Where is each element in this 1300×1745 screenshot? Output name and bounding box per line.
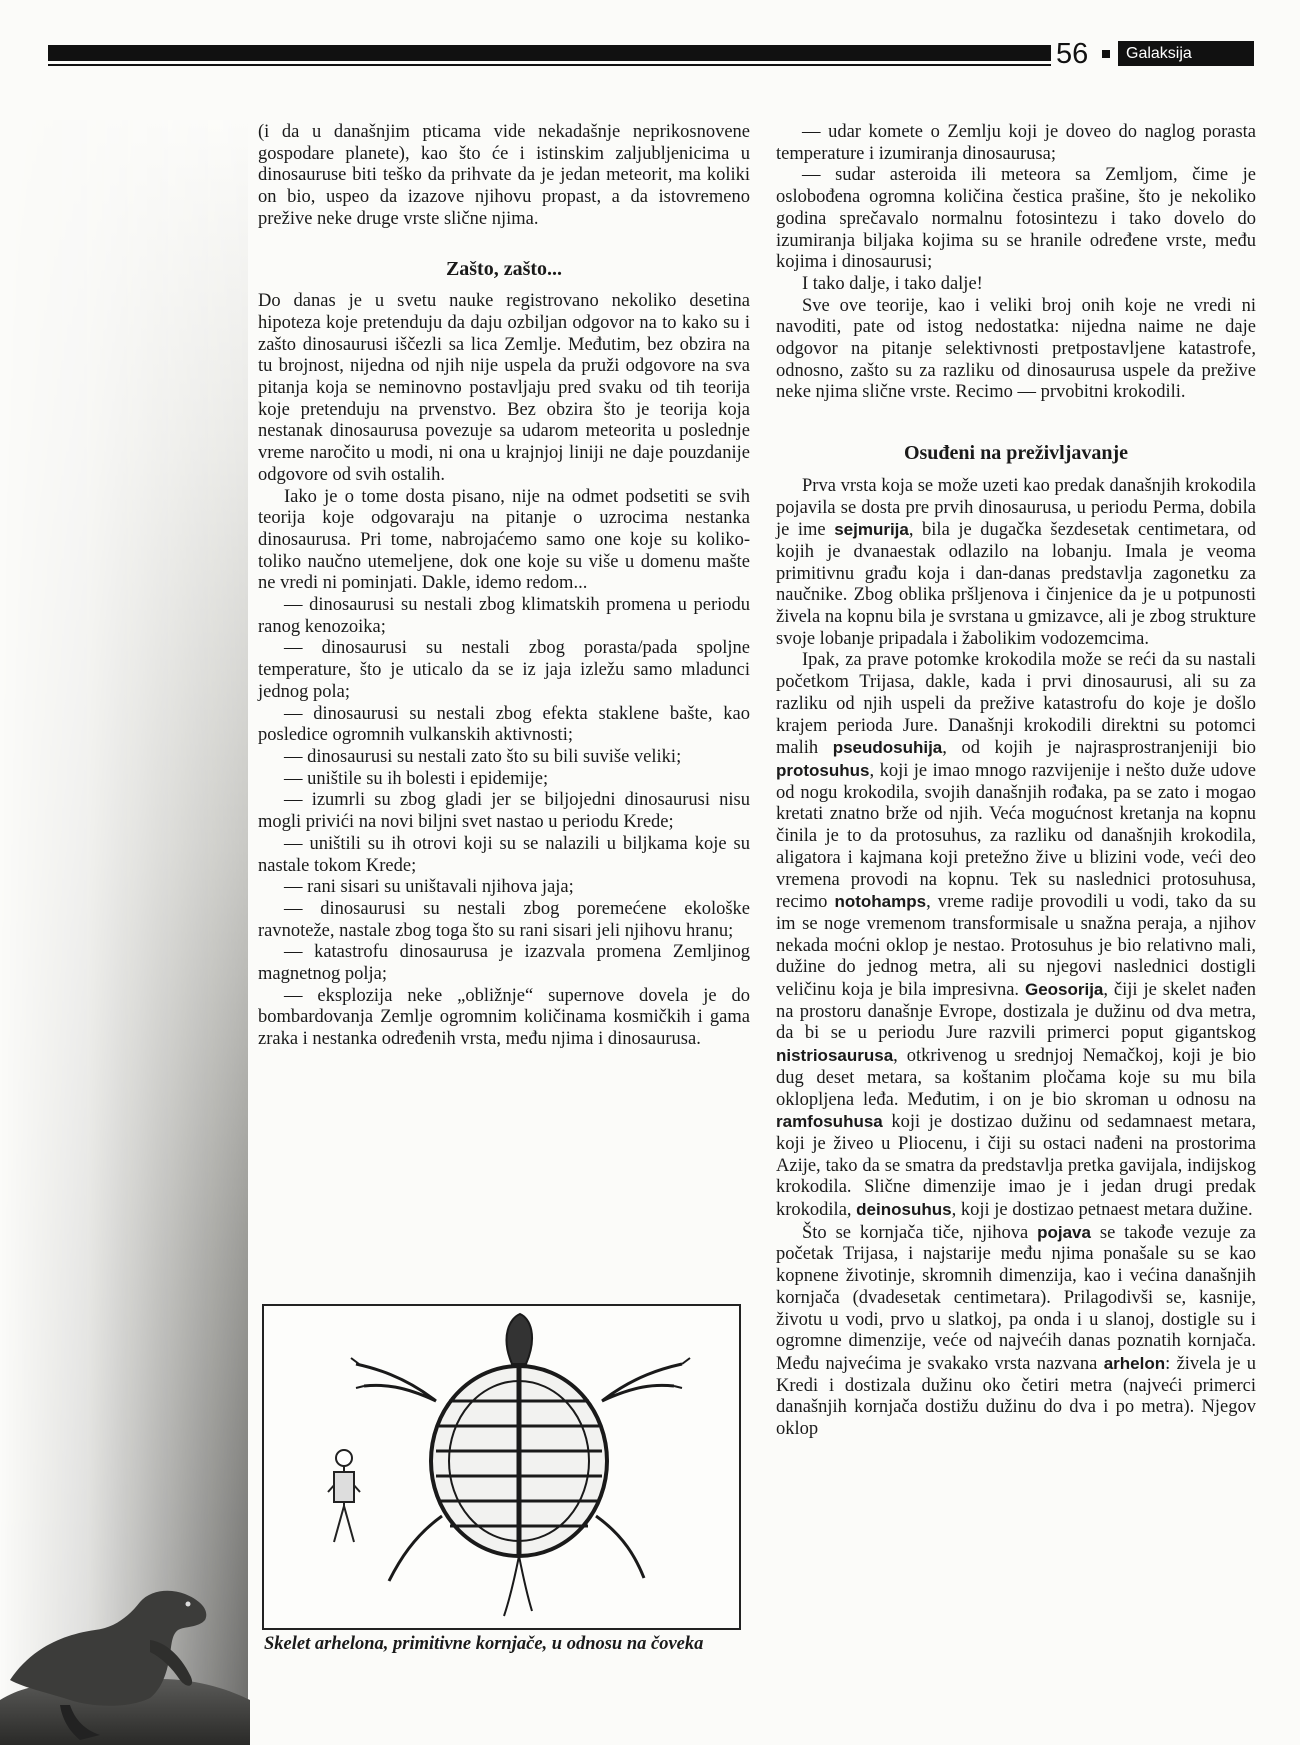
term-arhelon: arhelon — [1103, 1353, 1166, 1373]
side-gradient-strip — [0, 120, 248, 1740]
term-pojava: pojava — [1037, 1222, 1091, 1242]
term-sejmurija: sejmurija — [834, 520, 909, 540]
text-span: , koji je imao mnogo razvijenije i nešto duže udove od nogu krokodila, svojih današnjih rođaka, pa se zato i mogao kretati znatno brže od njih. Veća mogućnost kretanja na kopnu činila je to da protosuhus, za razliku od današnjih krokodila, aligatora i kajmana koji pretežno žive u blizini vode, veći deo vremena provodi na kopnu. Tek su naslednici protosuhusa, recimo — [776, 760, 1256, 913]
theory-item: — rani sisari su uništavali njihova jaja; — [284, 877, 574, 898]
header-rule — [48, 45, 1051, 61]
theory-item: — dinosaurusi su nestali zato što su bili suviše veliki; — [284, 746, 682, 767]
section-heading-osudjeni: Osuđeni na preživljavanje — [903, 442, 1129, 465]
text-span: se takođe vezuje za početak Trijasa, i najstarije među njima ponašale su se kao kopnene životinje, skromnih dimenzija, kao i većina današnjih kornjača (dvadesetak centimetara). Prilagodivši se, kasnije, životu u vodi, prvo u slatkoj, pa onda i u slanoj, dostigle su i ogromne dimenzije, veće od najvećih danas poznatih kornjača. Među najvećima je svakako vrsta nazvana — [776, 1222, 1256, 1374]
paragraph-kornjace — [776, 1222, 1256, 1441]
theory-item: — dinosaurusi su nestali zbog porasta/pada spoljne temperature, što je uticalo da se iz jaja izležu samo mladunci jednog pola; — [258, 638, 750, 702]
term-notohamps: notohamps — [834, 892, 927, 912]
text-span: , vreme radije provodili u vodi, tako da su im se noge vremenom transformisale u snažna peraja, a njihov nekada moćni oklop je nestao. Protosuhus je bio relativno mali, dužine do jednog metra, ali su njegovi naslednici dostigli veličinu koja je bila impresivna. — [776, 892, 1256, 1001]
paragraph: Iako je o tome dosta pisano, nije na odmet podsetiti se svih teorija koje odgovaraju na pitanje o uzrocima nestanka dinosaurusa. Pri tome, nabrojaćemo samo one koje su koliko-toliko naučno utemeljene, dok one koje su više u domenu mašte ne vredi ni pominjati. Dakle, idemo redom... — [258, 486, 750, 594]
term-nistriosaurusa: nistriosaurusa — [776, 1046, 894, 1066]
paragraph: Sve ove teorije, kao i veliki broj onih koje ne vredi ni navoditi, pate od istog nedostatka: nijedna naime ne daje odgovor na pitanje selektivnosti pretpostavljene katastrofe, odnosno, zašto su za razliku od dinosaurusa uspele da preživе neke njima slične vrste. Recimo — prvobitni krokodili. — [776, 295, 1256, 403]
theory-item: — sudar asteroida ili meteora sa Zemljom, čime je oslobođena ogromna količina čestica prašine, što je nekoliko godina sprečavalo normalnu fotosintezu i tako dovelo do izumiranja biljaka kojima su se hranile određene vrste, među kojima i dinosaurusi; — [776, 165, 1256, 273]
page-number: 56 — [1056, 38, 1089, 70]
term-geosorija: Geosorija — [1024, 980, 1104, 1000]
theory-item: — uništili su ih otrovi koji su se nalazili u biljkama koje su nastale tokom Krede; — [258, 833, 750, 876]
text-span: Ipak, za prave potomke krokodila može se reći da su nastali početkom Trijasa, dakle, kada i prvi dinosaurusi, ali su za razliku od njih uspeli da prežive katastrofu do koje je došlo krajem perioda Jure. Današnji krokodili direktni su potomci malih — [776, 650, 1256, 759]
theory-item: — udar komete o Zemlju koji je doveo do naglog porasta temperature i izumiranja dinosaurusa; — [776, 122, 1256, 164]
text-span: koji je dostizao dužinu od sedamnaest metara, koji je živeo u Pliocenu, i čiji su ostaci nađeni na prostorima Azije, tako da se smatra da predstavlja pretka gavijala, indijskog krokodila. Slične dimenzije imao je i jedan drugi predak krokodila, — [776, 1112, 1256, 1221]
section-heading-zasto: Zašto, zašto... — [445, 257, 563, 280]
theory-item: — izumrli su zbog gladi jer se biljojedni dinosaurusi nisu mogli privići na novi biljni svet nastao u periodu Krede; — [258, 790, 750, 833]
theory-item: — dinosaurusi su nestali zbog efekta staklene bašte, kao posledice ogromnih vulkanskih aktivnosti; — [258, 703, 750, 746]
term-deinosuhus: deinosuhus — [856, 1200, 952, 1220]
figure-arhelon-skeleton — [262, 1304, 741, 1630]
paragraph: Do danas je u svetu nauke registrovano nekoliko desetina hipoteza koje pretenduju da daju ozbiljan odgovor na to kako su i zašto dinosaurusi iščezli sa lica Zemlje. Međutim, bez obzira na tu brojnost, nijedna od njih nije uspela da pruži odgovore na sva pitanja koja se neminovno postavljaju pred svaku od tih teorija koje pretenduju na prvenstvo. Bez obzira što je teorija koja nestanak dinosaurusa povezuje sa udarom meteorita u poslednje vreme naročito u modi, ni ona u krajnjoj liniji ne daje pouzdanije odgovore od svih ostalih. — [258, 291, 750, 485]
paragraph: I tako dalje, i tako dalje! — [802, 273, 983, 294]
theory-item: — uništile su ih bolesti i epidemije; — [284, 768, 549, 789]
theory-item: — dinosaurusi su nestali zbog klimatskih promena u periodu ranog kenozoika; — [258, 595, 750, 637]
human-silhouette — [328, 1450, 360, 1542]
text-span: , otkrivenog u srednjoj Nemačkoj, koji je bio dug deset metara, sa koštanim pločama koje su mu bila oklopljena leđa. Međutim, i on je bio skroman u odnosu na — [776, 1046, 1256, 1110]
theory-item: — katastrofu dinosaurusa je izazvala promena Zemljinog magnetnog polja; — [258, 942, 750, 985]
paragraph-krokodili — [776, 650, 1256, 1221]
theory-item: — dinosaurusi su nestali zbog poremećene ekološke ravnoteže, nastale zbog toga što su rani sisari jeli njihovu hranu; — [258, 898, 750, 941]
text-span: , bila je dugačka šezdesetak centimetara, od kojih je dvanaestak odlazilo na lobanju. Imala je veoma primitivnu građu koja i dan-danas predstavlja zagonetku za naučnike. Zbog oblika pršljenova i činjenice da je u potpunosti živela na kopnu bila je svrstana u gmizavce, ali je zbog strukture svoje lobanje pripadala i žabolikim vodozemcima. — [776, 520, 1256, 649]
skeleton-drawing — [264, 1306, 739, 1628]
text-span: , od kojih je najrasprostranjeniji bio — [942, 738, 1256, 759]
text-span: : živela je u Kredi i dostizala dužinu oko četiri metra (najveći primerci današnjih kornjača dostižu dužinu do dva i po metra). Njegov oklop — [776, 1353, 1256, 1440]
paragraph-sejmurija — [776, 476, 1256, 651]
text-span: , koji je dostizao petnaest metara dužine. — [951, 1200, 1253, 1221]
turtle-skeleton — [351, 1314, 690, 1616]
header-bullet — [1102, 50, 1110, 58]
text-span: Prva vrsta koja se može uzeti kao predak današnjih krokodila pojavila se dosta pre prvih dinosaurusa, u periodu Perma, dobila je ime — [776, 475, 1256, 541]
text-span: , čiji je skelet nađen na prostoru današnje Evrope, dostizala je dužinu od dva metra, da bi se u periodu Jure razvili primerci poput gigantskog — [776, 980, 1256, 1044]
intro-paragraph: (i da u današnjim pticama vide nekadašnje neprikosnovene gospodare planete), kao što će i istinskim zaljubljenicima u dinosauruse biti teško da prihvate da je jedan meteorit, ma koliki on bio, uspeo da izazove njihovu propast, a da istovremeno preživе neke druge vrste slične njima. — [258, 122, 750, 229]
term-ramfosuhusa: ramfosuhusa — [776, 1112, 883, 1132]
text-span: Što se kornjača tiče, njihova — [802, 1222, 1038, 1243]
right-column — [776, 122, 1256, 1441]
left-column — [258, 122, 750, 1051]
publication-badge: Galaksija — [1118, 41, 1254, 66]
header-rule-thin — [48, 64, 1051, 66]
figure-caption: Skelet arhelona, primitivne kornjače, u odnosu na čoveka — [264, 1634, 704, 1654]
term-pseudosuhija: pseudosuhija — [832, 738, 943, 758]
dinosaur-illustration — [0, 1580, 250, 1745]
theory-item: — eksplozija neke „obližnje“ supernove dovela je do bombardovanja Zemlje ogromnim količinama kosmičkih i gama zraka i nestanka određenih vrsta, među njima i dinosaurusa. — [258, 985, 750, 1050]
term-protosuhus: protosuhus — [776, 760, 870, 780]
